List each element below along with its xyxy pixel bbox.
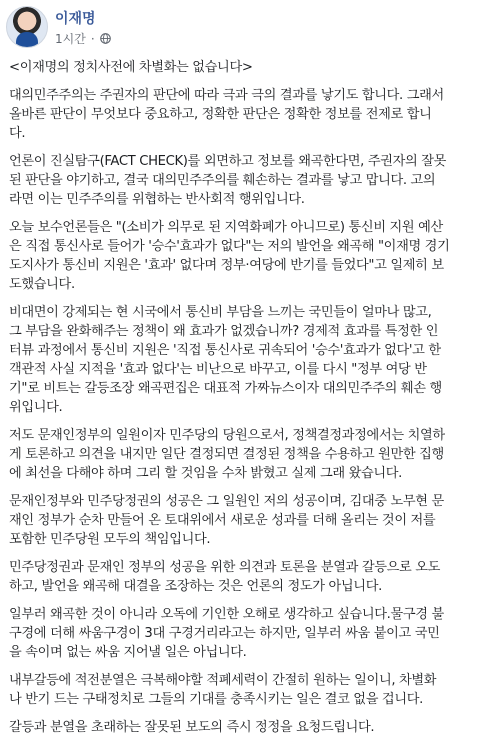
post-meta bbox=[55, 30, 111, 46]
post-paragraph: 대의민주주의는 주권자의 판단에 따라 극과 극의 결과를 낳기도 합니다. 그래서 올바른 판단이 무엇보다 중요하고, 정확한 판단은 정확한 정보를 전제로 합니 다. bbox=[9, 88, 444, 141]
post-header bbox=[6, 6, 495, 54]
post-paragraph: 비대면이 강제되는 현 시국에서 통신비 부담을 느끼는 국민들이 얼마나 많고, 그 부담을 완화해주는 정책이 왜 효과가 없겠습니까? 경제적 효과를 특정한 인 터뷰 과정에서 통신비 지원은 '직접 통신사로 귀속되어 '승수'효과가 없다'고 한 객관적 사실 지적을 '효과 없다'는 비난으로 바꾸고, 이를 다시 "정부 여당 반 기"로 비트는 갈등조장 왜곡편집은 대표적 가짜뉴스이자 대의민주주의 훼손 행 위입니다. bbox=[9, 305, 442, 415]
post-paragraph: 오늘 보수언론들은 "(소비가 의무로 된 지역화폐가 아니므로) 통신비 지원 예산 은 직접 통신사로 들어가 '승수'효과가 없다"는 저의 발언을 왜곡해 "이재명 경기 도지사가 통신비 지원은 '효과' 없다며 정부·여당에 반기를 들었다"고 일제히 보 도했습니다. bbox=[9, 220, 450, 292]
post-paragraph: 민주당정권과 문재인 정부의 성공을 위한 의견과 토론을 분열과 갈등으로 오도 하고, 발언을 왜곡해 대결을 조장하는 것은 언론의 정도가 아닙니다. bbox=[9, 560, 441, 594]
post-paragraph: 내부갈등에 적전분열은 극복해야할 적폐세력이 간절히 원하는 일이니, 차별화 나 반기 드는 구태정치로 그들의 기대를 충족시키는 일은 결코 없을 겁니다. bbox=[9, 673, 437, 707]
author-name[interactable]: 이재명 bbox=[55, 11, 96, 27]
post-title: <이재명의 정치사전에 차별화는 없습니다> bbox=[9, 60, 253, 75]
author-avatar[interactable] bbox=[6, 6, 48, 48]
meta-separator: · bbox=[90, 32, 95, 46]
post-paragraph: 문재인정부와 민주당정권의 성공은 그 일원인 저의 성공이며, 김대중 노무현 문 재인 정부가 순차 만들어 온 토대위에서 새로운 성과를 더해 올리는 것이 저를 포함한 민주당원 모두의 책임입니다. bbox=[9, 494, 444, 547]
post-body bbox=[9, 58, 495, 746]
post-paragraph: 언론이 진실탐구(FACT CHECK)를 외면하고 정보를 왜곡한다면, 주권자의 잘못 된 판단을 야기하고, 결국 대의민주주의를 훼손하는 결과를 낳고 맙니다. 고의 라면 이는 민주주의를 위협하는 반사회적 행위입니다. bbox=[9, 154, 447, 207]
post-timestamp[interactable]: 1시간 bbox=[55, 32, 86, 46]
post-paragraph: 일부러 왜곡한 것이 아니라 오독에 기인한 오해로 생각하고 싶습니다.물구경 불 구경에 더해 싸움구경이 3대 구경거리라고는 하지만, 일부러 싸움 붙이고 국민 을 속이며 없는 싸움 지어낼 일은 아닙니다. bbox=[9, 607, 444, 660]
post-paragraph: 저도 문재인정부의 일원이자 민주당의 당원으로서, 정책결정과정에서는 치열하 게 토론하고 의견을 내지만 일단 결정되면 결정된 정책을 수용하고 원만한 집행 에 최선을 다해야 하며 그리 할 것임을 수차 밝혔고 실제 그래 왔습니다. bbox=[9, 428, 445, 481]
post-paragraph: 갈등과 분열을 초래하는 잘못된 보도의 즉시 정정을 요청드립니다. bbox=[9, 720, 375, 735]
globe-icon[interactable] bbox=[100, 33, 111, 44]
